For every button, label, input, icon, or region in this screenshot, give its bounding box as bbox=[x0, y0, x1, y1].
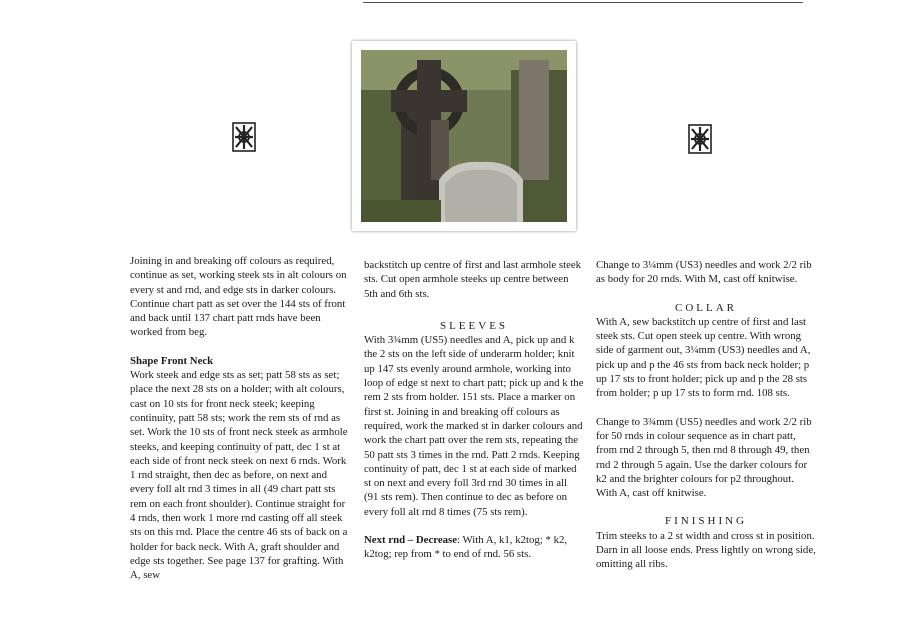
next-round-label: Next rnd – Decrease bbox=[364, 534, 458, 547]
intro-paragraph: Joining in and breaking off colours as required, continue as set, working steek sts in alt colours on every st and rnd, and edge sts in darker colours. Continue chart patt as set over the 144 sts of front and back until 137 chart patt rnds have been worked from beg. bbox=[130, 255, 347, 339]
collar-paragraph-2: Change to 3¾mm (US5) needles and work 2/2 rib for 50 rnds in colour sequence as in chart patt, from rnd 2 through 5, then rnd 8 through 49, then rnd 2 through 5 again. Use the darker colours for k2 and the brighter colours for p2 throughout. With A, cast off knitwise. bbox=[596, 415, 812, 500]
celtic-knot-icon bbox=[688, 124, 712, 154]
next-round-paragraph bbox=[364, 533, 584, 562]
sleeves-paragraph: With 3¾mm (US5) needles and A, pick up and k the 2 sts on the left side of underarm holder; knit up 147 sts evenly around armhole, working into loop of edge st next to chart patt; pick up and k the rem 2 sts from holder. 151 sts. Place a marker on first st. Joining in and breaking off colours as required, work the marked st in darker colours and work the chart patt over the rem sts, repeating the 50 patt sts 3 times in the rnd. Patt 2 rnds. Keeping continuity of patt, dec 1 st at each side of marked st on next and every foll 3rd rnd 30 times in all (91 sts rem). Then continue to dec as before on every foll alt rnd 8 times (75 sts rem). bbox=[364, 334, 584, 518]
text-column-2 bbox=[364, 258, 584, 562]
celtic-cross-photo bbox=[352, 41, 576, 231]
collar-heading: COLLAR bbox=[675, 301, 737, 314]
celtic-cross-image bbox=[361, 50, 567, 222]
shape-front-neck-paragraph: Work steek and edge sts as set; patt 58 sts as set; place the next 28 sts on a holder; with alt colours, cast on 10 sts for front neck steek; keeping continuity, patt 58 sts; work the rem sts of rnd as set. Work the 10 sts of front neck steek as armhole steeks, and keeping continuity of patt, dec 1 st at each side of front neck steek on next 6 rnds. Work 1 rnd straight, then dec as before, on next and every foll alt rnd 3 times in all (49 chart patt sts rem on each front shoulder). Continue straight for 4 rnds, then work 1 more rnd casting off all steek sts on this rnd. Place the centre 46 sts of back on a holder for back neck. With A, graft shoulder and edge sts together. See page 137 for grafting. With A, sew bbox=[130, 369, 348, 582]
collar-paragraph-1: With A, sew backstitch up centre of first and last steek sts. Cut open steek up centre. With wrong side of garment out, 3¼mm (US3) needles and A, pick up and p the 46 sts from back neck holder; p up 17 sts to front holder; pick up and p the 28 sts from holder; p up 17 sts to form rnd. 108 sts. bbox=[596, 315, 811, 400]
sleeves-heading: SLEEVES bbox=[439, 319, 509, 332]
finishing-heading: FINISHING bbox=[665, 515, 747, 528]
text-column-3 bbox=[596, 258, 816, 572]
shape-front-neck-heading: Shape Front Neck bbox=[130, 354, 214, 367]
celtic-knot-icon bbox=[232, 122, 256, 152]
top-rule bbox=[363, 2, 803, 3]
rib-paragraph: Change to 3¼mm (US3) needles and work 2/2 rib as body for 20 rnds. With M, cast off knitwise. bbox=[596, 259, 812, 286]
armhole-paragraph: backstitch up centre of first and last armhole steek sts. Cut open armhole steeks up centre between 5th and 6th sts. bbox=[364, 259, 582, 300]
next-round-text: : With A, k1, k2tog; * k2, k2tog; rep from * to end of rnd. 56 sts. bbox=[364, 534, 568, 561]
text-column-1 bbox=[130, 254, 352, 583]
finishing-paragraph: Trim steeks to a 2 st width and cross st in position. Darn in all loose ends. Press lightly on wrong side, omitting all ribs. bbox=[596, 529, 816, 571]
